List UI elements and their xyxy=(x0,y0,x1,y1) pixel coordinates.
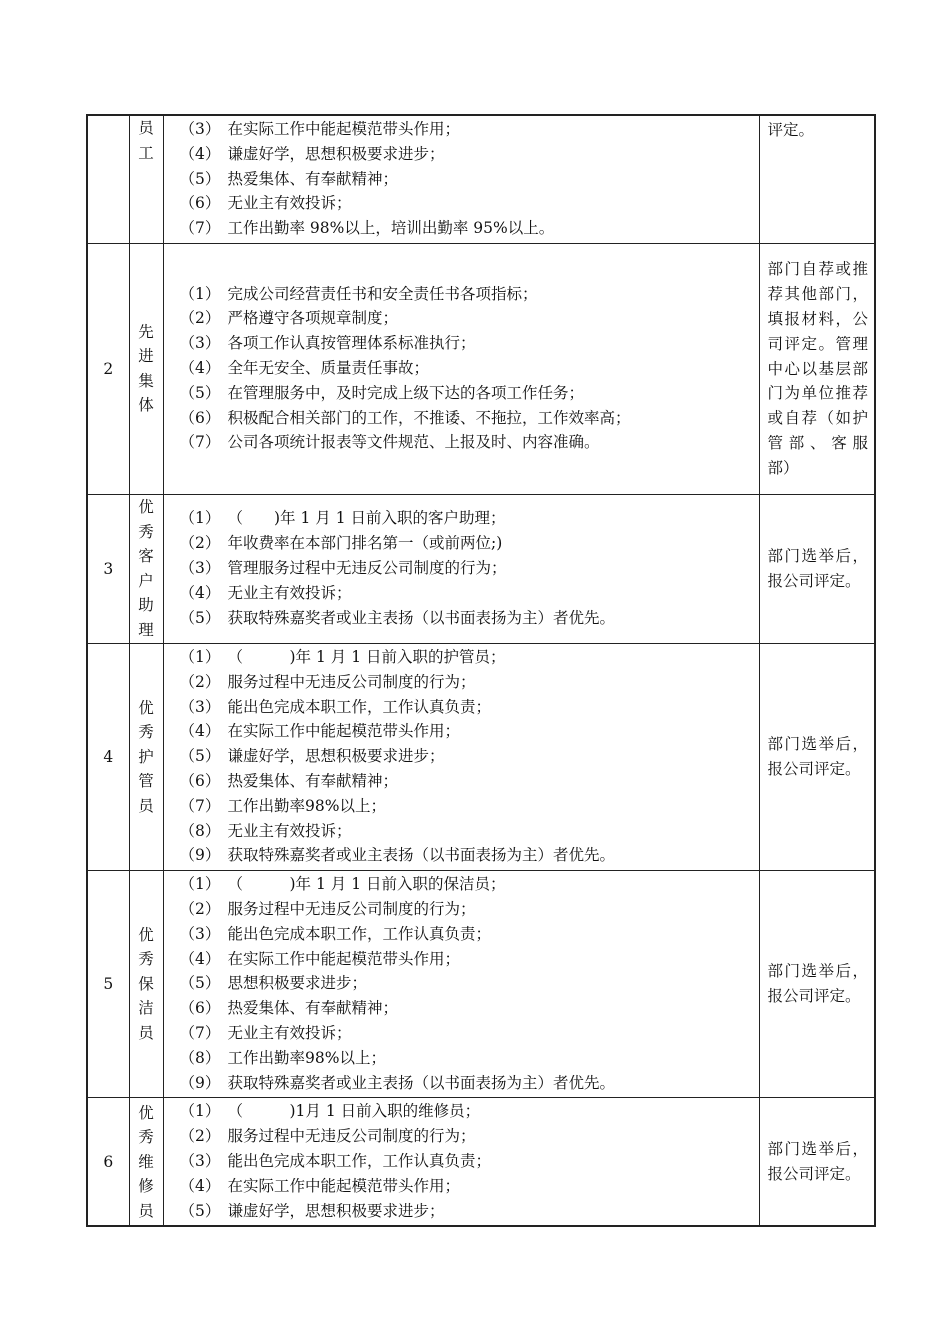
criteria-text: 完成公司经营责任书和安全责任书各项指标； xyxy=(227,284,538,303)
criteria-item xyxy=(180,695,759,720)
criteria-item xyxy=(180,556,759,581)
award-criteria-table xyxy=(86,114,876,1227)
criteria-item xyxy=(180,506,759,531)
criteria-item xyxy=(180,1071,759,1096)
criteria-number: （6） xyxy=(179,408,221,427)
criteria-number: （3） xyxy=(179,924,221,943)
criteria-text: 积极配合相关部门的工作，不推诿、不拖拉，工作效率高； xyxy=(227,408,631,427)
criteria-text: 无业主有效投诉； xyxy=(227,821,352,840)
criteria-cell xyxy=(163,115,759,243)
criteria-text: 服务过程中无违反公司制度的行为； xyxy=(227,899,476,918)
category-char: 客 xyxy=(138,547,154,566)
criteria-item xyxy=(180,331,759,356)
criteria-item xyxy=(180,872,759,897)
criteria-text: 服务过程中无违反公司制度的行为； xyxy=(227,672,476,691)
category-char: 管 xyxy=(138,772,154,791)
criteria-number: （2） xyxy=(179,899,221,918)
criteria-text: 能出色完成本职工作，工作认真负责； xyxy=(227,697,492,716)
criteria-text: 全年无安全、质量责任事故； xyxy=(227,359,430,378)
criteria-item xyxy=(180,922,759,947)
criteria-item xyxy=(180,1174,759,1199)
row-number xyxy=(87,115,129,243)
criteria-number: （8） xyxy=(179,821,221,840)
criteria-number: （3） xyxy=(179,120,221,138)
criteria-text: 思想积极要求进步； xyxy=(227,974,368,993)
criteria-number: （7） xyxy=(179,219,221,238)
criteria-number: （4） xyxy=(179,1176,221,1195)
criteria-text: 管理服务过程中无违反公司制度的行为； xyxy=(227,559,507,578)
row-number: 5 xyxy=(87,871,129,1098)
criteria-item xyxy=(180,1199,759,1224)
table-row xyxy=(87,643,875,870)
row-number: 4 xyxy=(87,643,129,870)
criteria-number: （3） xyxy=(179,1151,221,1170)
category-cell xyxy=(129,115,163,243)
category-char: 员 xyxy=(138,119,154,137)
category-char: 工 xyxy=(138,143,154,162)
criteria-item xyxy=(180,142,759,167)
criteria-text: 获取特殊嘉奖者或业主表扬（以书面表扬为主）者优先。 xyxy=(227,1073,616,1092)
criteria-number: （4） xyxy=(179,722,221,741)
criteria-item xyxy=(180,996,759,1021)
criteria-text: 工作出勤率98%以上； xyxy=(227,1048,386,1067)
criteria-item xyxy=(180,406,759,431)
category-char: 优 xyxy=(138,925,154,944)
criteria-number: （3） xyxy=(179,559,221,578)
category-char: 秀 xyxy=(138,723,154,742)
criteria-item xyxy=(180,794,759,819)
criteria-item xyxy=(180,1046,759,1071)
selection-method-cell: 部门选举后，报公司评定。 xyxy=(759,1098,875,1226)
criteria-text: 在实际工作中能起模范带头作用； xyxy=(227,120,461,138)
row-number: 6 xyxy=(87,1098,129,1226)
criteria-item xyxy=(180,819,759,844)
criteria-text: 服务过程中无违反公司制度的行为； xyxy=(227,1127,476,1146)
category-char: 修 xyxy=(138,1177,154,1196)
criteria-text: 严格遵守各项规章制度； xyxy=(227,309,399,328)
criteria-item xyxy=(180,843,759,868)
criteria-number: （4） xyxy=(179,359,221,378)
criteria-text: （ )年 1 月 1 日前入职的保洁员； xyxy=(227,875,506,894)
table-row xyxy=(87,1098,875,1226)
category-char: 先 xyxy=(138,322,154,341)
criteria-number: （9） xyxy=(179,1073,221,1092)
category-cell xyxy=(129,643,163,870)
criteria-number: （7） xyxy=(179,1023,221,1042)
criteria-number: （9） xyxy=(179,846,221,865)
criteria-number: （4） xyxy=(179,583,221,602)
criteria-text: 各项工作认真按管理体系标准执行； xyxy=(227,334,476,353)
criteria-text: 获取特殊嘉奖者或业主表扬（以书面表扬为主）者优先。 xyxy=(227,608,616,627)
criteria-item xyxy=(180,670,759,695)
criteria-item xyxy=(180,606,759,631)
selection-method-cell: 部门选举后，报公司评定。 xyxy=(759,494,875,643)
category-char: 秀 xyxy=(138,950,154,969)
criteria-item xyxy=(180,191,759,216)
criteria-number: （5） xyxy=(179,747,221,766)
criteria-item xyxy=(180,947,759,972)
criteria-text: （ )年 1 月 1 日前入职的客户助理； xyxy=(227,509,506,528)
criteria-text: 热爱集体、有奉献精神； xyxy=(227,771,399,790)
criteria-number: （1） xyxy=(179,1102,221,1121)
criteria-text: 无业主有效投诉； xyxy=(227,194,352,213)
category-char: 助 xyxy=(138,596,154,615)
table-body xyxy=(87,115,875,1226)
criteria-number: （1） xyxy=(179,509,221,528)
criteria-text: 无业主有效投诉； xyxy=(227,583,352,602)
category-char: 员 xyxy=(138,796,154,815)
criteria-number: （6） xyxy=(179,194,221,213)
criteria-cell xyxy=(163,643,759,870)
table-row xyxy=(87,871,875,1098)
criteria-text: 公司各项统计报表等文件规范、上报及时、内容准确。 xyxy=(227,433,600,452)
criteria-cell xyxy=(163,243,759,494)
criteria-text: 在实际工作中能起模范带头作用； xyxy=(227,722,461,741)
criteria-number: （4） xyxy=(179,949,221,968)
selection-method-cell: 评定。 xyxy=(759,115,875,243)
category-char: 优 xyxy=(138,698,154,717)
criteria-text: 工作出勤率98%以上； xyxy=(227,796,386,815)
criteria-number: （8） xyxy=(179,1048,221,1067)
criteria-item xyxy=(180,216,759,241)
criteria-text: 谦虚好学，思想积极要求进步； xyxy=(227,1201,445,1220)
criteria-text: 获取特殊嘉奖者或业主表扬（以书面表扬为主）者优先。 xyxy=(227,846,616,865)
criteria-item xyxy=(180,971,759,996)
category-char: 保 xyxy=(138,974,154,993)
criteria-text: 在管理服务中，及时完成上级下达的各项工作任务； xyxy=(227,383,585,402)
category-char: 优 xyxy=(138,1103,154,1122)
category-char: 员 xyxy=(138,1201,154,1220)
category-char: 进 xyxy=(138,347,154,366)
criteria-item xyxy=(180,531,759,556)
criteria-item xyxy=(180,430,759,455)
criteria-text: （ )1月 1 日前入职的维修员； xyxy=(227,1102,481,1121)
criteria-number: （2） xyxy=(179,1127,221,1146)
criteria-number: （2） xyxy=(179,672,221,691)
criteria-number: （3） xyxy=(179,334,221,353)
criteria-number: （2） xyxy=(179,534,221,553)
criteria-item xyxy=(180,1124,759,1149)
criteria-number: （3） xyxy=(179,697,221,716)
category-char: 户 xyxy=(138,571,154,590)
criteria-text: 无业主有效投诉； xyxy=(227,1023,352,1042)
criteria-number: （7） xyxy=(179,796,221,815)
criteria-item xyxy=(180,1149,759,1174)
category-char: 集 xyxy=(138,371,154,390)
selection-method-cell: 部门选举后，报公司评定。 xyxy=(759,643,875,870)
award-criteria-table-container xyxy=(86,114,874,1227)
criteria-number: （1） xyxy=(179,284,221,303)
criteria-number: （4） xyxy=(179,144,221,163)
criteria-item xyxy=(180,897,759,922)
criteria-item xyxy=(180,581,759,606)
criteria-item xyxy=(180,744,759,769)
row-number: 3 xyxy=(87,494,129,643)
category-cell xyxy=(129,243,163,494)
criteria-text: 能出色完成本职工作，工作认真负责； xyxy=(227,1151,492,1170)
criteria-number: （6） xyxy=(179,771,221,790)
category-char: 洁 xyxy=(138,999,154,1018)
category-char: 体 xyxy=(138,396,154,415)
table-row xyxy=(87,494,875,643)
selection-method-cell: 部门自荐或推荐其他部门，填报材料，公司评定。管理中心以基层部门为单位推荐或自荐（如护管部、客服部） xyxy=(759,243,875,494)
criteria-text: 谦虚好学，思想积极要求进步； xyxy=(227,144,445,163)
criteria-item xyxy=(180,306,759,331)
criteria-item xyxy=(180,117,759,142)
criteria-text: 在实际工作中能起模范带头作用； xyxy=(227,949,461,968)
criteria-item xyxy=(180,167,759,192)
criteria-number: （5） xyxy=(179,608,221,627)
criteria-item xyxy=(180,356,759,381)
criteria-text: 热爱集体、有奉献精神； xyxy=(227,999,399,1018)
criteria-text: （ )年 1 月 1 日前入职的护管员； xyxy=(227,647,506,666)
criteria-number: （5） xyxy=(179,974,221,993)
criteria-item xyxy=(180,381,759,406)
criteria-text: 谦虚好学，思想积极要求进步； xyxy=(227,747,445,766)
criteria-number: （7） xyxy=(179,433,221,452)
category-cell xyxy=(129,494,163,643)
category-char: 理 xyxy=(138,620,154,639)
criteria-cell xyxy=(163,1098,759,1226)
criteria-cell xyxy=(163,871,759,1098)
category-char: 维 xyxy=(138,1152,154,1171)
table-row xyxy=(87,115,875,243)
criteria-item xyxy=(180,769,759,794)
row-number: 2 xyxy=(87,243,129,494)
criteria-cell xyxy=(163,494,759,643)
criteria-text: 在实际工作中能起模范带头作用； xyxy=(227,1176,461,1195)
criteria-item xyxy=(180,1021,759,1046)
category-char: 秀 xyxy=(138,1128,154,1147)
criteria-item xyxy=(180,282,759,307)
table-row xyxy=(87,243,875,494)
criteria-item xyxy=(180,719,759,744)
category-cell xyxy=(129,871,163,1098)
category-char: 秀 xyxy=(138,522,154,541)
category-char: 员 xyxy=(138,1023,154,1042)
criteria-number: （1） xyxy=(179,647,221,666)
criteria-number: （5） xyxy=(179,169,221,188)
criteria-text: 年收费率在本部门排名第一（或前两位;) xyxy=(227,534,503,553)
criteria-number: （5） xyxy=(179,383,221,402)
criteria-text: 能出色完成本职工作，工作认真负责； xyxy=(227,924,492,943)
criteria-item xyxy=(180,645,759,670)
category-char: 优 xyxy=(138,498,154,517)
criteria-item xyxy=(180,1099,759,1124)
criteria-text: 工作出勤率 98%以上，培训出勤率 95%以上。 xyxy=(227,219,555,238)
criteria-number: （5） xyxy=(179,1201,221,1220)
selection-method-cell: 部门选举后，报公司评定。 xyxy=(759,871,875,1098)
criteria-number: （2） xyxy=(179,309,221,328)
criteria-number: （6） xyxy=(179,999,221,1018)
category-cell xyxy=(129,1098,163,1226)
criteria-number: （1） xyxy=(179,875,221,894)
criteria-text: 热爱集体、有奉献精神； xyxy=(227,169,399,188)
category-char: 护 xyxy=(138,747,154,766)
